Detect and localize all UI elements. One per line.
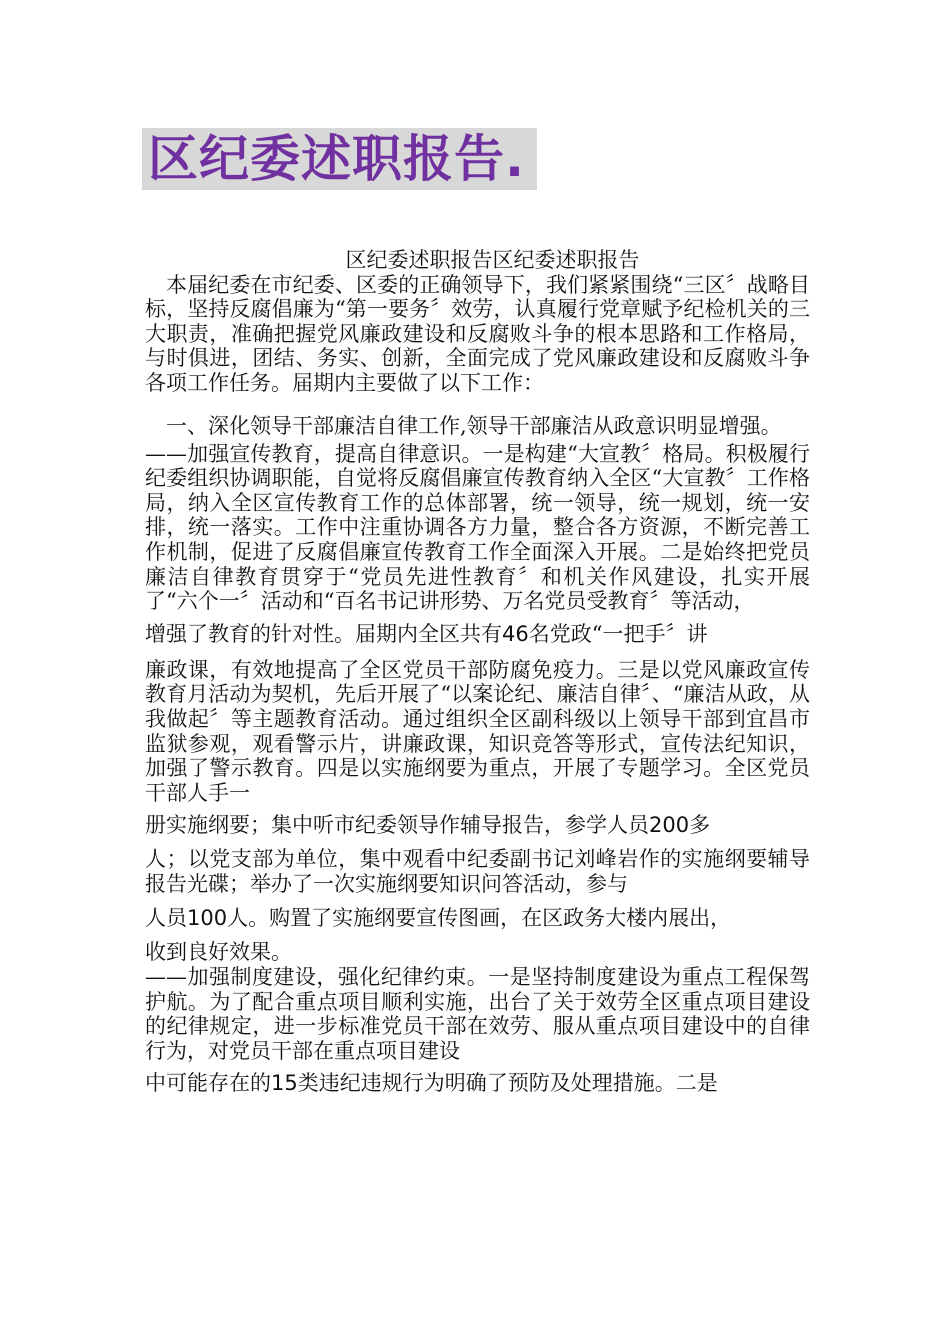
paragraph-text: [145, 618, 810, 650]
intro-paragraph: 本届纪委在市纪委、区委的正确领导下，我们紧紧围绕“三区〞战略目标，坚持反腐倡廉为“第一要务〞效劳，认真履行党章赋予纪检机关的三大职责，准确把握党风廉政建设和反腐败斗争的根本思路和工作格局，与时俱进，团结、务实、创新，全面完成了党风廉政建设和反腐败斗争各项工作任务。届期内主要做了以下工作：: [145, 272, 810, 395]
document-body: [145, 248, 810, 1099]
paragraph-text: [145, 809, 810, 841]
document-subtitle: 区纪委述职报告区纪委述职报告: [345, 248, 640, 272]
text-run: 册实施纲要；集中听市纪委领导作辅导报告，参学人员: [145, 813, 649, 838]
text-run: 类违纪违规行为明确了预防及处理措施。二是: [297, 1071, 718, 1096]
number-100: 100: [187, 906, 228, 931]
text-run: 人。购置了实施纲要宣传图画，在区政务大楼内展出，: [227, 906, 732, 931]
text-run: 名党政“一把手〞讲: [528, 621, 708, 646]
paragraph-text: 廉政课，有效地提高了全区党员干部防腐免疫力。三是以党风廉政宣传教育月活动为契机，先后开展了“以案论纪、廉洁自律〞、“廉洁从政，从我做起〞等主题教育活动。通过组织全区副科级以上领导干部到宜昌市监狱参观，观看警示片，讲廉政课，知识竞答等形式，宣传法纪知识，加强了警示教育。四是以实施纲要为重点，开展了专题学习。全区党员干部人手一: [145, 657, 810, 805]
paragraph-text: ——加强宣传教育，提高自律意识。一是构建“大宣教〞格局。积极履行纪委组织协调职能，自觉将反腐倡廉宣传教育纳入全区“大宣教〞工作格局，纳入全区宣传教育工作的总体部署，统一领导，统一规划，统一安排，统一落实。工作中注重协调各方力量，整合各方资源，不断完善工作机制，促进了反腐倡廉宣传教育工作全面深入开展。二是始终把党员廉洁自律教育贯穿于“党员先进性教育〞和机关作风建设，扎实开展了“六个一〞活动和“百名书记讲形势、万名党员受教育〞等活动，: [145, 441, 810, 614]
number-46: 46: [502, 621, 529, 646]
number-15: 15: [271, 1071, 298, 1096]
paragraph-propaganda-education: [145, 442, 810, 966]
paragraph-system-building: [145, 965, 810, 1099]
paragraph-text: [145, 902, 810, 934]
text-run: 中可能存在的: [145, 1071, 271, 1096]
paragraph-text: [145, 1067, 810, 1099]
document-title: 区纪委述职报告.: [142, 128, 537, 190]
paragraph-text: ——加强制度建设，强化纪律约束。一是坚持制度建设为重点工程保驾护航。为了配合重点项目顺利实施，出台了关于效劳全区重点项目建设的纪律规定，进一步标准党员干部在效劳、服从重点项目建设中的自律行为，对党员干部在重点项目建设: [145, 965, 810, 1063]
text-run: 多: [689, 813, 711, 838]
paragraph-text: 收到良好效果。: [145, 940, 292, 965]
text-run: 人员: [145, 906, 187, 931]
section-heading: 一、深化领导干部廉洁自律工作,领导干部廉洁从政意识明显增强。: [166, 413, 782, 438]
paragraph-text: 人；以党支部为单位，集中观看中纪委副书记刘峰岩作的实施纲要辅导报告光碟；举办了一次实施纲要知识问答活动，参与: [145, 847, 810, 896]
number-200: 200: [649, 813, 690, 838]
text-run: 增强了教育的针对性。届期内全区共有: [145, 621, 502, 646]
